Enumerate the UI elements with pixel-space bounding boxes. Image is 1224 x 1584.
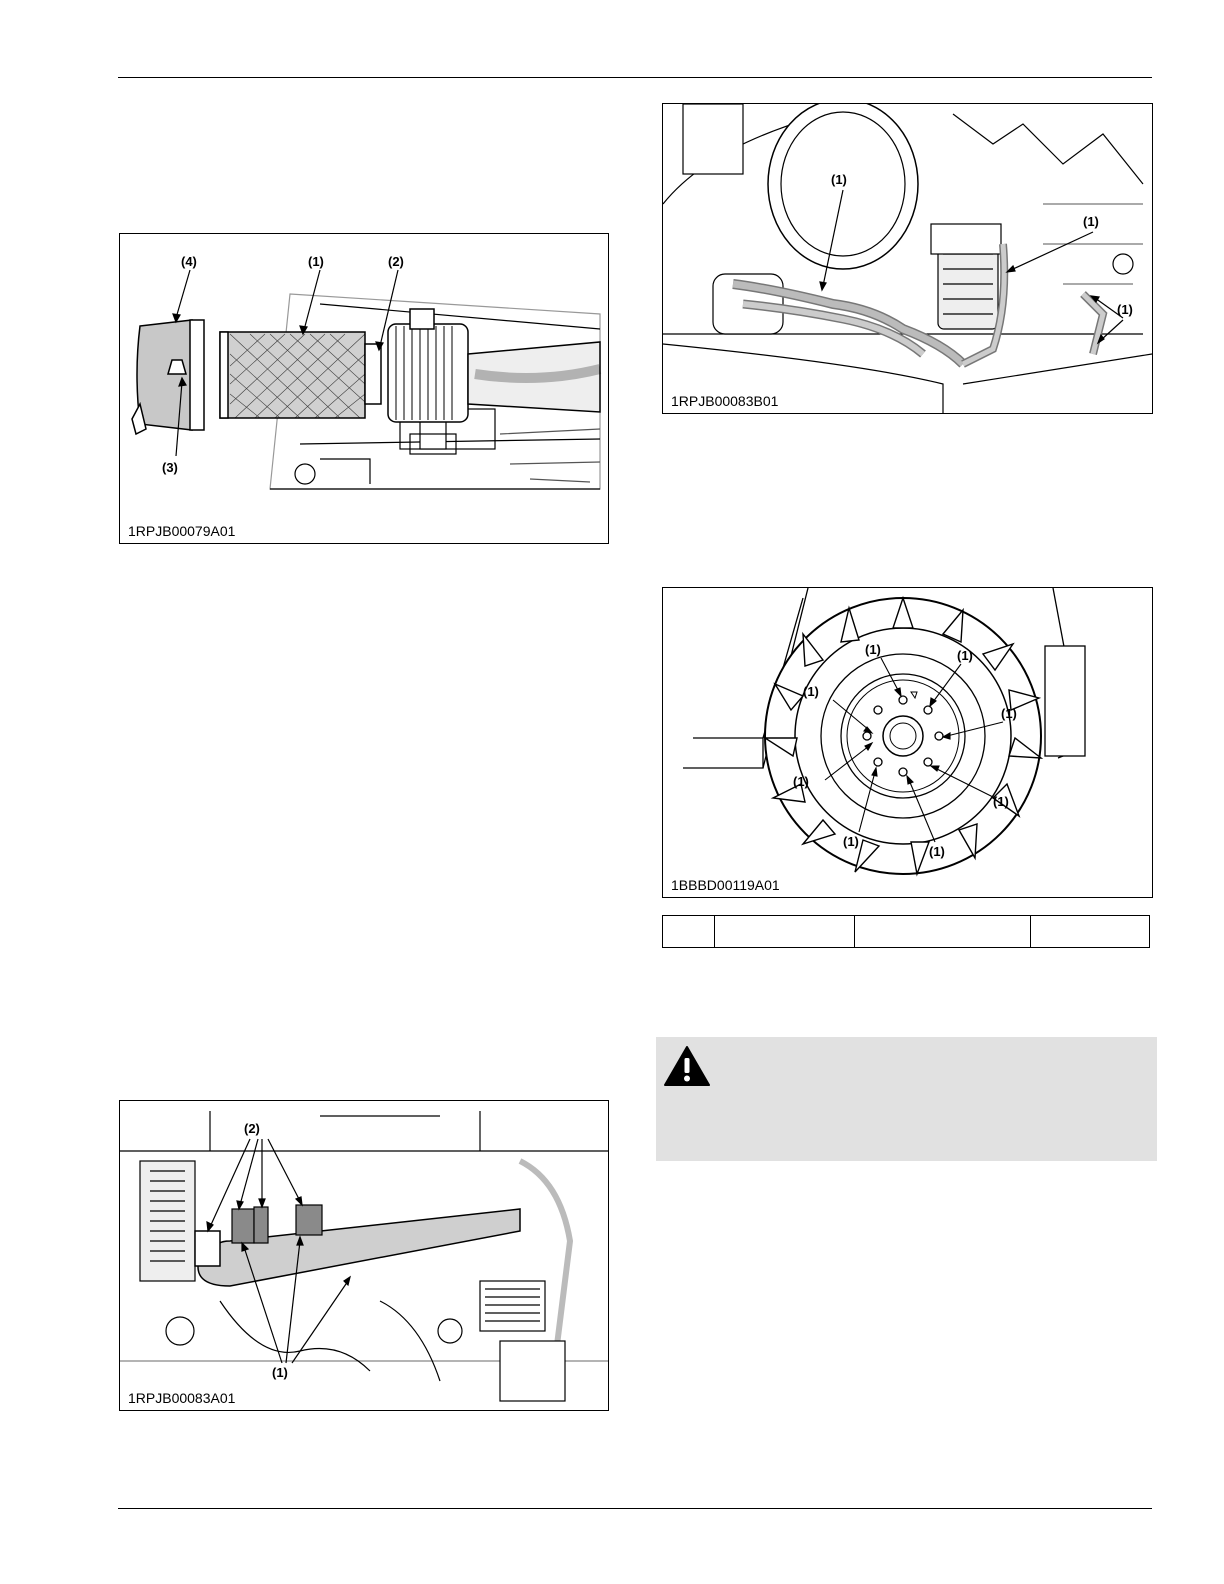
intake-hose-illustration bbox=[120, 1101, 608, 1410]
figure-code: 1BBBD00119A01 bbox=[671, 877, 780, 893]
callout-1: (1) bbox=[843, 834, 859, 849]
table-cell bbox=[1031, 916, 1150, 948]
callout-2: (2) bbox=[388, 254, 404, 269]
callout-2: (2) bbox=[244, 1121, 260, 1136]
table-cell bbox=[663, 916, 715, 948]
spec-table bbox=[662, 915, 1150, 948]
callout-1: (1) bbox=[993, 794, 1009, 809]
figure-wheel-nuts bbox=[662, 587, 1153, 898]
callout-1: (1) bbox=[831, 172, 847, 187]
header-rule bbox=[118, 77, 1152, 78]
figure-code: 1RPJB00083B01 bbox=[671, 393, 779, 409]
footer-rule bbox=[118, 1508, 1152, 1509]
warning-box bbox=[656, 1037, 1157, 1161]
figure-code: 1RPJB00079A01 bbox=[128, 523, 236, 539]
table-cell bbox=[715, 916, 855, 948]
figure-intake-hose bbox=[119, 1100, 609, 1411]
figure-fuel-lines bbox=[662, 103, 1153, 414]
warning-triangle-icon bbox=[664, 1045, 710, 1087]
table-cell bbox=[855, 916, 1031, 948]
wheel-nuts-illustration bbox=[663, 588, 1152, 897]
table-row bbox=[663, 916, 1150, 948]
callout-4: (4) bbox=[181, 254, 197, 269]
callout-1: (1) bbox=[1083, 214, 1099, 229]
callout-1: (1) bbox=[929, 844, 945, 859]
fuel-lines-illustration bbox=[663, 104, 1152, 413]
air-cleaner-illustration bbox=[120, 234, 608, 543]
figure-code: 1RPJB00083A01 bbox=[128, 1390, 236, 1406]
figure-air-cleaner bbox=[119, 233, 609, 544]
callout-1: (1) bbox=[1001, 706, 1017, 721]
callout-1: (1) bbox=[803, 684, 819, 699]
callout-1: (1) bbox=[308, 254, 324, 269]
callout-1: (1) bbox=[793, 774, 809, 789]
callout-1: (1) bbox=[1117, 302, 1133, 317]
callout-1: (1) bbox=[272, 1365, 288, 1380]
callout-1: (1) bbox=[865, 642, 881, 657]
callout-1: (1) bbox=[957, 648, 973, 663]
callout-3: (3) bbox=[162, 460, 178, 475]
